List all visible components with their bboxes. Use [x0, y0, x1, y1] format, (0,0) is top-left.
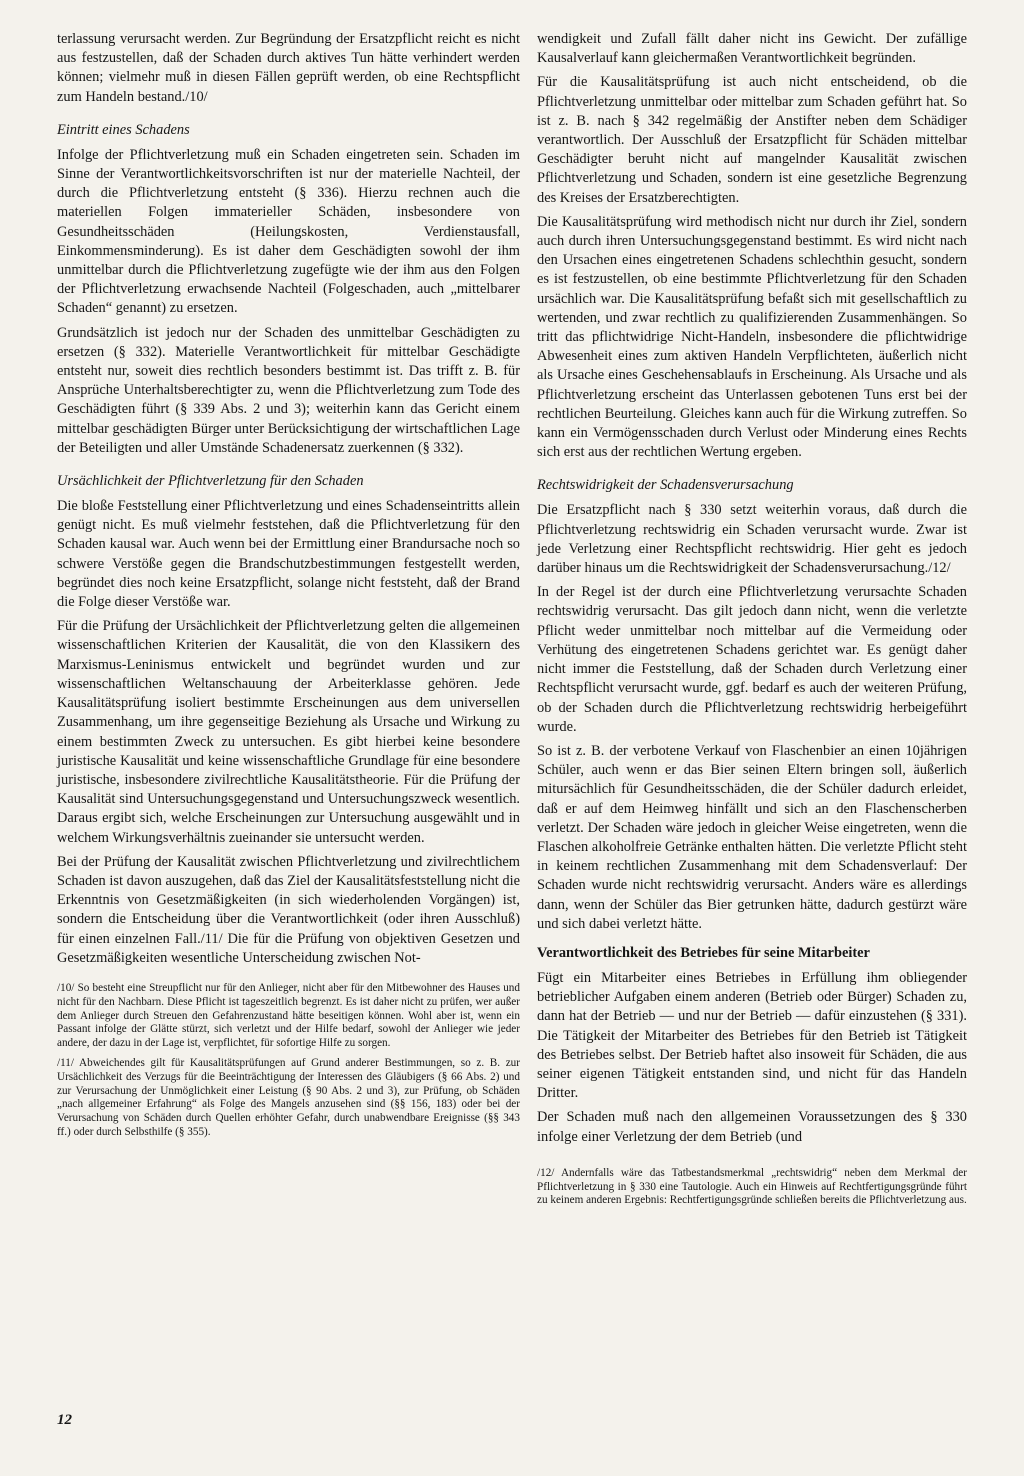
- left-column: [57, 30, 520, 1146]
- subheading-rechtswidrigkeit: Rechtswidrigkeit der Schadensverursachung: [537, 477, 794, 494]
- page-number: 12: [57, 1412, 72, 1428]
- paragraph: terlassung verursacht werden. Zur Begründung der Ersatzpflicht reicht es nicht aus festzustellen, daß der Schaden durch aktives Tun hätte verhindert werden können; vielmehr muß in diesen Fällen geprüft werden, ob eine Rechtspflicht zum Handeln bestand./10/: [57, 31, 520, 105]
- paragraph: Bei der Prüfung der Kausalität zwischen Pflichtverletzung und zivilrechtlichem Schaden ist davon auszugehen, daß das Ziel der Kausalitätsfeststellung nicht die Erkenntnis von Gesetzmäßigkeiten (in sich wiederholenden Vorgängen) ist, sondern die Entscheidung über die Verantwortlichkeit (oder ihren Ausschluß) für einen einzelnen Fall./11/ Die für die Prüfung von objektiven Gesetzen und Gesetzmäßigkeiten wesentliche Unterscheidung zwischen Not-: [57, 853, 520, 966]
- footnote-12: /12/ Andernfalls wäre das Tatbestandsmerkmal „rechtswidrig“ neben dem Merkmal der Pflichtverletzung in § 330 eine Tautologie. Auch ein Hinweis auf Rechtfertigungsgründe führt zu keinem anderen Ergebnis: Rechtfertigungsgründe schließen bereits die Pflichtverletzung aus.: [537, 1166, 967, 1207]
- right-column: [537, 30, 967, 1214]
- section-heading-betrieb: Verantwortlichkeit des Betriebes für seine Mitarbeiter: [537, 944, 870, 961]
- paragraph: Die bloße Feststellung einer Pflichtverletzung und eines Schadenseintritts allein genügt nicht. Es muß vielmehr feststehen, daß die Pflichtverletzung für den Schaden kausal war. Auch wenn bei der Ermittlung einer Brandursache noch so schwere Verstöße gegen die Brandschutzbestimmungen festgestellt werden, begründet dies noch keine Ersatzpflicht, solange nicht feststeht, daß der Brand die Folge dieser Verstöße war.: [57, 498, 520, 611]
- subheading-ursaechlichkeit: Ursächlichkeit der Pflichtverletzung für den Schaden: [57, 473, 364, 490]
- paragraph: Die Ersatzpflicht nach § 330 setzt weiterhin voraus, daß durch die Pflichtverletzung rechtswidrig ein Schaden verursacht wurde. Zwar ist jede Verletzung einer Rechtspflicht rechtswidrig. Hier geht es jedoch darüber hinaus um die Rechtswidrigkeit der Schadensverursachung./12/: [537, 502, 967, 577]
- footnote-11: /11/ Abweichendes gilt für Kausalitätsprüfungen auf Grund anderer Bestimmungen, so z. B. zur Ursächlichkeit des Verzugs für die Beeinträchtigung der Interessen des Gläubigers (§ 66 Abs. 2) und zur Verursachung der Unmöglichkeit einer Leistung (§ 90 Abs. 2 und 3), zur Prüfung, ob Schäden „nach allgemeiner Erfahrung“ als Folge des Mangels anzusehen sind (§§ 156, 183) oder bei der Verursachung von Schäden durch Quellen erhöhter Gefahr, durch unabwendbare Ereignisse (§§ 343 ff.) oder durch Selbsthilfe (§ 355).: [57, 1056, 520, 1138]
- paragraph: So ist z. B. der verbotene Verkauf von Flaschenbier an einen 10jährigen Schüler, auch wenn er das Bier seinen Eltern bringen soll, äußerlich mitursächlich für Gesundheitsschäden, die der Schüler dadurch erleidet, daß er auf dem Heimweg hinfällt und sich an den Flaschenscherben verletzt. Der Schaden wäre jedoch in gleicher Weise eingetreten, wenn die Flaschen alkoholfreie Getränke enthalten hätten. Die verletzte Pflicht steht in keinem rechtlichen Zusammenhang mit dem Schadensverlauf: Der Schaden wurde nicht rechtswidrig verursacht. Anders wäre es allerdings dann, wenn der Schüler das Bier getrunken hätte, dadurch gestürzt wäre und sich dabei verletzt hätte.: [537, 742, 967, 932]
- paragraph: Grundsätzlich ist jedoch nur der Schaden des unmittelbar Geschädigten zu ersetzen (§ 332). Materielle Verantwortlichkeit für mittelbar Geschädigte entsteht nur, soweit dies rechtlich besonders bestimmt ist. Das trifft z. B. für Ansprüche Unterhaltsberechtigter zu, wenn die Pflichtverletzung zum Tode des Geschädigten führt (§ 339 Abs. 2 und 3); weiterhin kann das Gericht einem mittelbar geschädigten Bürger unter Berücksichtigung der wirtschaftlichen Lage der Beteiligten und aller Umstände Schadenersatz zuerkennen (§ 332).: [57, 324, 520, 456]
- paragraph: Fügt ein Mitarbeiter eines Betriebes in Erfüllung ihm obliegender betrieblicher Aufgaben einem anderen (Betrieb oder Bürger) Schaden zu, dann hat der Betrieb — und nur der Betrieb — dafür einzustehen (§ 331). Die Tätigkeit der Mitarbeiter des Betriebes für den Betrieb ist Tätigkeit des Betriebes selbst. Der Betrieb haftet also insoweit für Schäden, die aus seiner eigenen Tätigkeit entstanden sind, und nicht für das Handeln Dritter.: [537, 969, 967, 1102]
- footnotes-right: [537, 1167, 967, 1208]
- paragraph: Für die Kausalitätsprüfung ist auch nicht entscheidend, ob die Pflichtverletzung unmittelbar oder mittelbar zum Schaden geführt hat. So ist z. B. nach § 342 regelmäßig der Anstifter neben dem Schädiger verantwortlich. Der Ausschluß der Ersatzpflicht für Schäden mittelbar Geschädigter beruht nicht auf mangelnder Kausalität zwischen Pflichtverletzung und Schaden, sondern ist eine gesetzliche Begrenzung des Kreises der Ersatzberechtigten.: [537, 74, 967, 206]
- paragraph: Der Schaden muß nach den allgemeinen Voraussetzungen des § 330 infolge einer Verletzung der dem Betrieb (und: [537, 1109, 967, 1145]
- footnotes-left: [57, 982, 520, 1140]
- subheading-eintritt: Eintritt eines Schadens: [57, 121, 190, 138]
- paragraph: Die Kausalitätsprüfung wird methodisch nicht nur durch ihr Ziel, sondern auch durch ihren Untersuchungsgegenstand bestimmt. Es wird nicht nach den Ursachen eines eingetretenen Schadens schlechthin gesucht, sondern es ist festzustellen, ob eine bestimmte Pflichtverletzung für den Schaden ursächlich war. Die Kausalitätsprüfung befaßt sich mit gesellschaftlich zu wertenden, und zwar rechtlich zu qualifizierenden Zusammenhängen. So tritt das pflichtwidrige Nicht-Handeln, insbesondere die pflichtwidrige Abwesenheit eines zum aktiven Handeln Verpflichteten, äußerlich nicht als Ursache eines Geschehensablaufs in Erscheinung. Als Ursache und als Pflichtverletzung erscheint das Unterlassen gebotenen Tuns erst bei der rechtlichen Beurteilung. Gleiches kann auch für die Wirkung zutreffen. So kann ein Vermögensschaden durch Verlust oder Minderung eines Rechts sich erst aus der rechtlichen Wertung ergeben.: [537, 213, 967, 461]
- paragraph: wendigkeit und Zufall fällt daher nicht ins Gewicht. Der zufällige Kausalverlauf kann gleichermaßen Verantwortlichkeit begründen.: [537, 31, 967, 67]
- paragraph: Für die Prüfung der Ursächlichkeit der Pflichtverletzung gelten die allgemeinen wissenschaftlichen Kriterien der Kausalität, die von den Klassikern des Marxismus-Leninismus entwickelt und begründet wurden und zur wissenschaftlichen Weltanschauung der Arbeiterklasse gehören. Jede Kausalitätsprüfung isoliert bestimmte Erscheinungen aus dem universellen Zusammenhang, um ihre gegenseitige Beziehung als Ursache und Wirkung zu einem bestimmten Zweck zu untersuchen. Es gibt hierbei keine besondere juristische Kausalität und keine wissenschaftliche Grundlage für eine besondere juristische, insbesondere zivilrechtliche Kausalitätstheorie. Für die Prüfung der Kausalität sind Untersuchungsgegenstand und Untersuchungszweck wesentlich. Daraus ergibt sich, welche Erscheinungen zur Untersuchung ausgewählt und in welchem Wirkungsverhältnis zueinander sie untersucht werden.: [57, 618, 520, 846]
- paragraph: In der Regel ist der durch eine Pflichtverletzung verursachte Schaden rechtswidrig verursacht. Das gilt jedoch dann nicht, wenn die verletzte Pflicht weder unmittelbar noch mittelbar auf die Vermeidung oder Verhütung des eingetretenen Schadens gerichtet war. Es genügt daher nicht immer die Feststellung, daß der Schaden durch Verletzung einer Rechtspflicht verursacht wurde, ggf. bedarf es auch der weiteren Prüfung, ob der Schaden durch die Pflichtverletzung rechtswidrig herbeigeführt wurde.: [537, 584, 967, 735]
- paragraph: Infolge der Pflichtverletzung muß ein Schaden eingetreten sein. Schaden im Sinne der Verantwortlichkeitsvorschriften ist nur der materielle Nachteil, der durch die Pflichtverletzung entsteht (§ 336). Hierzu rechnen auch die materiellen Folgen immaterieller Schäden, insbesondere von Gesundheitsschäden (Heilungskosten, Verdienstausfall, Einkommensminderung). Es ist daher dem Geschädigten sowohl der ihm unmittelbar durch die Pflichtverletzung zugefügte wie der ihm aus den Folgen der Pflichtverletzung erwachsende Nachteil (Folgeschaden, auch „mittelbarer Schaden“ genannt) zu ersetzen.: [57, 146, 520, 317]
- footnote-10: /10/ So besteht eine Streupflicht nur für den Anlieger, nicht aber für den Mitbewohner des Hauses und nicht für den Nachbarn. Diese Pflicht ist tageszeitlich begrenzt. Es ist daher nicht zu prüfen, wer außer dem Anlieger durch Streuen den Gefahrenzustand hätte beseitigen können. Wohl aber ist, wenn ein Passant infolge der Glätte stürzt, sich verletzt und der Hilfe bedarf, sowohl der Anlieger wie jeder andere, der dazu in der Lage ist, verpflichtet, für sofortige Hilfe zu sorgen.: [57, 981, 520, 1050]
